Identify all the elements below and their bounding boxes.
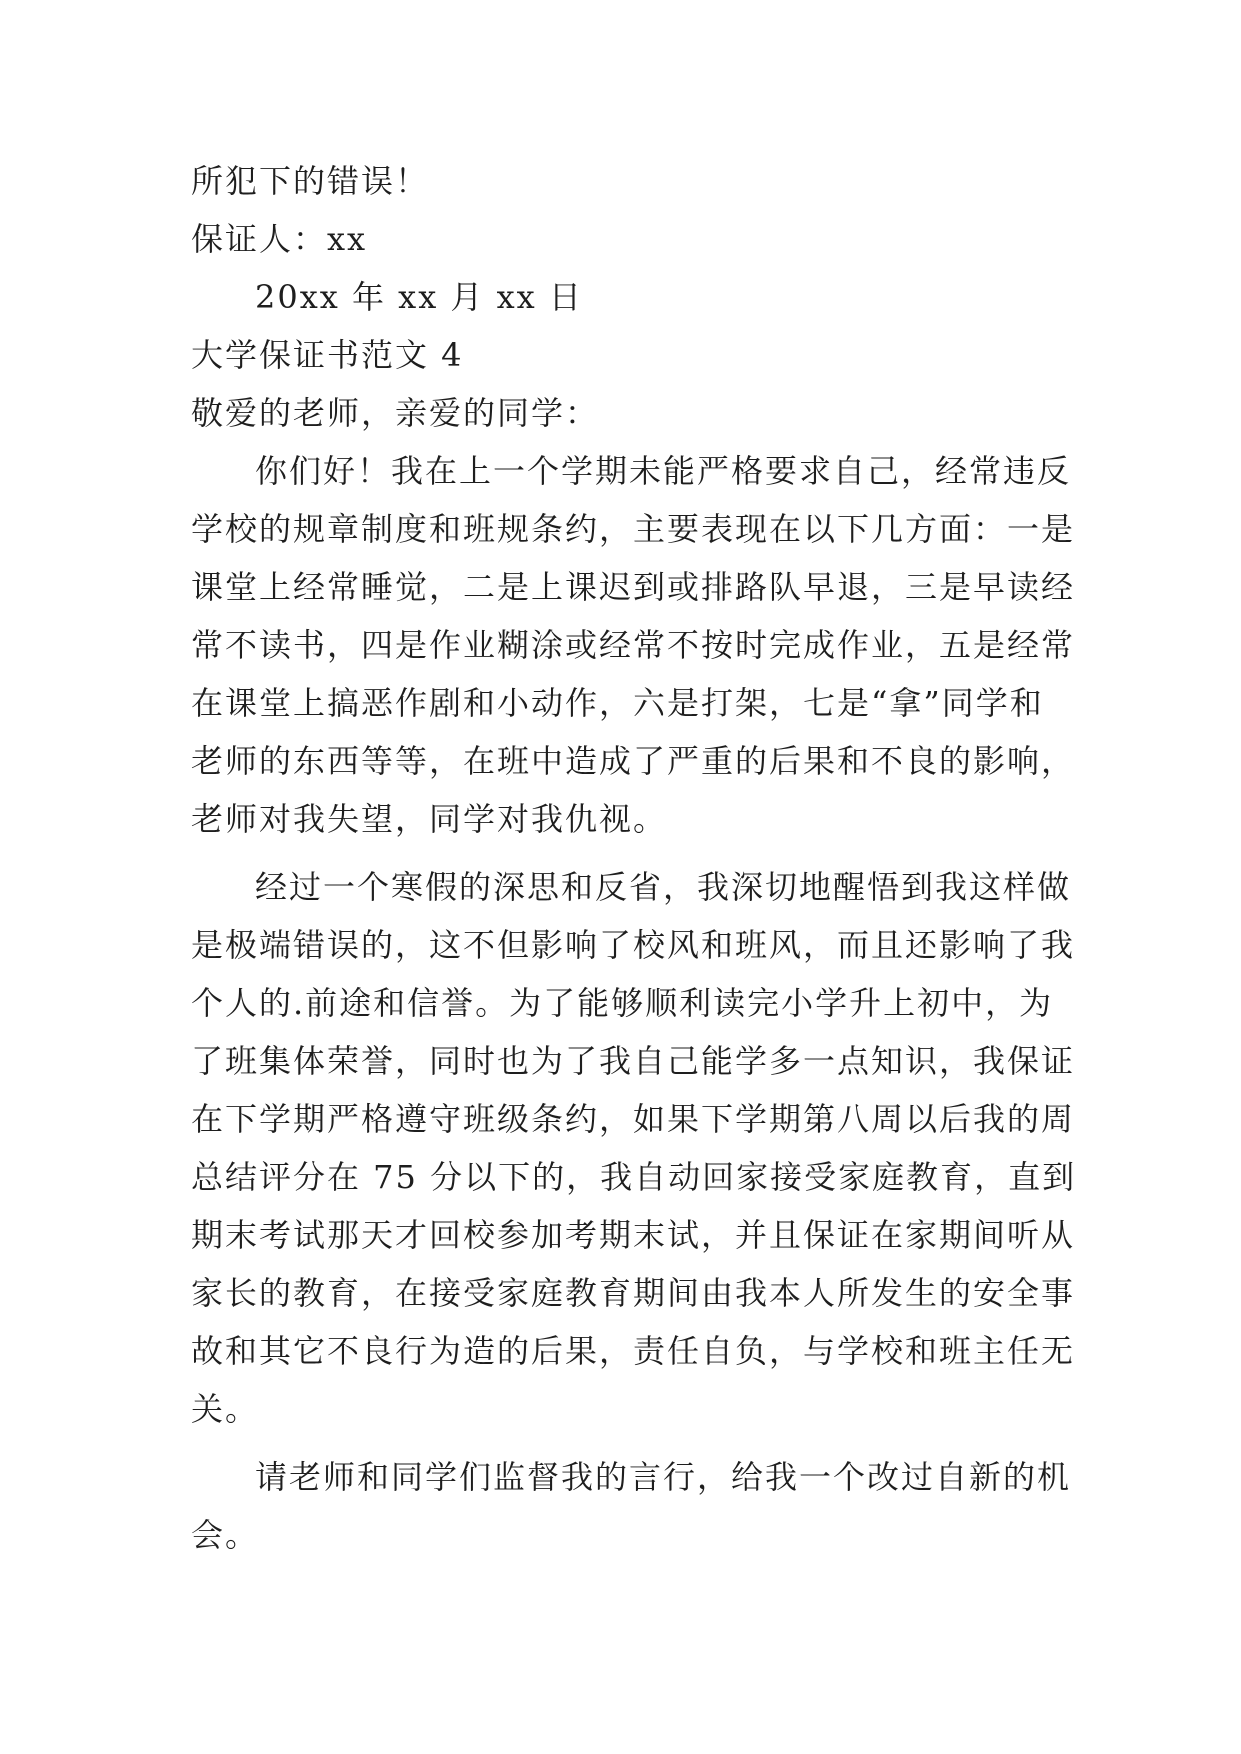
paragraph-3 [191,1448,1071,1564]
paragraph-1 [191,442,1076,848]
text-line: 在下学期严格遵守班级条约，如果下学期第八周以后我的周 [191,1100,1076,1138]
text-line: 总结评分在 75 分以下的，我自动回家接受家庭教育，直到 [191,1158,1077,1196]
text-line: 在课堂上搞恶作剧和小动作，六是打架，七是“拿”同学和 [191,684,1044,722]
greeting-line: 敬爱的老师，亲爱的同学： [191,394,600,432]
text-line: 学校的规章制度和班规条约，主要表现在以下几方面：一是 [191,510,1076,548]
text-line: 个人的.前途和信誉。为了能够顺利读完小学升上初中，为 [191,984,1054,1022]
text-line: 课堂上经常睡觉，二是上课迟到或排路队早退，三是早读经 [191,568,1076,606]
text-line: 请老师和同学们监督我的言行，给我一个改过自新的机 [255,1458,1072,1496]
text-line: 所犯下的错误！ [191,162,430,200]
text-line: 了班集体荣誉，同时也为了我自己能学多一点知识，我保证 [191,1042,1076,1080]
text-line: 会。 [191,1516,260,1554]
paragraph-2 [191,858,1077,1438]
text-line: 是极端错误的，这不但影响了校风和班风，而且还影响了我 [191,926,1076,964]
text-line: 关。 [191,1390,260,1428]
section-heading: 大学保证书范文 4 [191,336,464,374]
text-line: 常不读书，四是作业糊涂或经常不按时完成作业，五是经常 [191,626,1076,664]
text-line: 故和其它不良行为造的后果，责任自负，与学校和班主任无 [191,1332,1076,1370]
text-line: 老师的东西等等，在班中造成了严重的后果和不良的影响， [191,742,1076,780]
date-line: 20xx 年 xx 月 xx 日 [255,278,583,316]
text-line: 你们好！我在上一个学期未能严格要求自己，经常违反 [255,452,1072,490]
document-body [191,152,1077,1564]
text-line: 家长的教育，在接受家庭教育期间由我本人所发生的安全事 [191,1274,1076,1312]
text-line: 经过一个寒假的深思和反省，我深切地醒悟到我这样做 [255,868,1072,906]
text-line: 老师对我失望，同学对我仇视。 [191,800,668,838]
text-line: 期末考试那天才回校参加考期末试，并且保证在家期间听从 [191,1216,1076,1254]
guarantor-line: 保证人：xx [191,220,368,258]
